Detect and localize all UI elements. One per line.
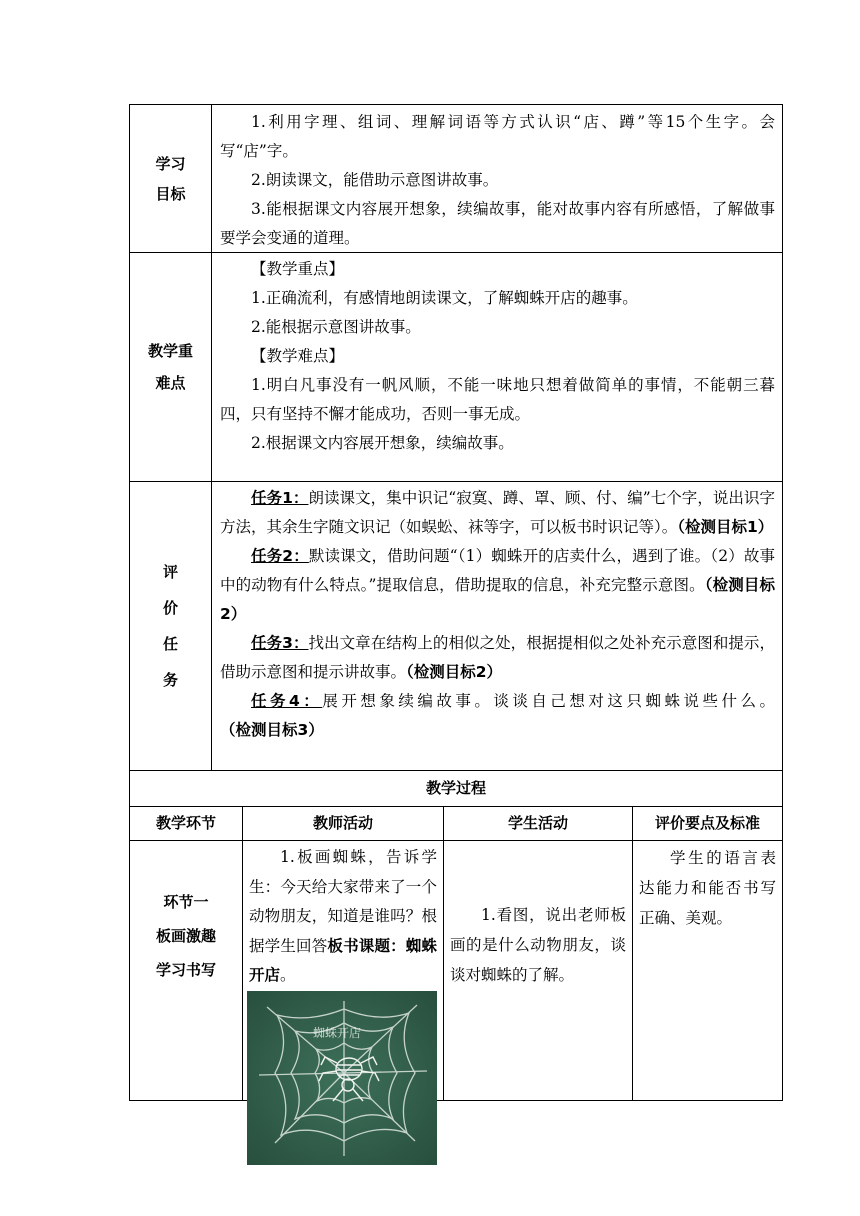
tasks-content xyxy=(212,484,780,745)
teacher-activity-text xyxy=(249,843,437,991)
keypoints-label xyxy=(130,253,211,481)
stage-line: 学习书写 xyxy=(155,961,216,979)
teacher-bold: 板书课题：蜘蛛开店 xyxy=(249,936,437,984)
teacher-end: 。 xyxy=(280,966,296,984)
task-text: 展开想象续编故事。谈谈自己想对这只蜘蛛说些什么。 xyxy=(322,692,775,710)
tasks-label-char: 任 xyxy=(162,635,178,653)
task-text: 找出文章在结构上的相似之处，根据提相似之处补充示意图和提示，借助示意图和提示讲故事。 xyxy=(220,634,775,681)
goals-content xyxy=(212,108,780,253)
tasks-label-char: 评 xyxy=(162,563,178,581)
table-border-top xyxy=(129,104,783,105)
column-header-evaluation: 评价要点及标准 xyxy=(654,814,760,832)
focus-item: 2.能根据示意图讲故事。 xyxy=(251,318,421,336)
column-header-stage: 教学环节 xyxy=(155,814,216,832)
teacher-activity xyxy=(243,843,443,991)
task-item xyxy=(220,629,775,687)
task-target: （检测目标3） xyxy=(220,721,324,739)
focus-heading: 【教学重点】 xyxy=(251,260,345,278)
teacher-text: 1.板画蜘蛛，告诉学生：今天给大家带来了一个动物朋友，知道是谁吗？根据学生回答 xyxy=(249,848,437,955)
task-name: 任务4： xyxy=(251,692,323,710)
student-activity xyxy=(444,900,632,990)
task-text: 默读课文，借助问题“（1）蜘蛛开的店卖什么，遇到了谁。（2）故事中的动物有什么特点。”提取信息，借助提取的信息，补充完整示意图。 xyxy=(220,547,775,594)
table-border-right xyxy=(782,104,783,1101)
focus-item: 1.正确流利，有感情地朗读课文，了解蜘蛛开店的趣事。 xyxy=(251,289,638,307)
table-border-bottom xyxy=(129,1100,783,1101)
task-target: （检测目标2） xyxy=(406,663,503,681)
chalkboard-spider-drawing xyxy=(247,991,437,1165)
goal-item: 2.朗读课文，能借助示意图讲故事。 xyxy=(251,171,499,189)
goals-label-line: 目标 xyxy=(155,184,186,203)
column-header-teacher: 教师活动 xyxy=(312,814,373,832)
task-target: （检测目标2） xyxy=(220,576,775,623)
keypoints-content xyxy=(212,255,780,458)
task-text: 朗读课文，集中识记“寂寞、蹲、罩、顾、付、编”七个字，说出识字方法，其余生字随文识记（如蜈蚣、袜等字，可以板书时识记等）。 xyxy=(220,489,775,536)
spider-web-icon xyxy=(247,991,437,1165)
goals-label xyxy=(130,105,211,252)
stage-line: 板画激趣 xyxy=(155,927,216,945)
evaluation-text: 学生的语言表达能力和能否书写正确、美观。 xyxy=(639,849,776,927)
difficulty-item: 1.明白凡事没有一帆风顺，不能一味地只想着做简单的事情，不能朝三暮四，只有坚持不懈才能成功，否则一事无成。 xyxy=(220,376,775,423)
goals-label-line: 学习 xyxy=(155,154,186,173)
stage-name xyxy=(130,841,242,1031)
task-item xyxy=(220,687,775,745)
goal-item: 1.利用字理、组词、理解词语等方式认识“店、蹲”等15个生字。会写“店”字。 xyxy=(220,113,775,160)
stage-line: 环节一 xyxy=(163,893,209,911)
student-activity-text: 1.看图，说出老师板画的是什么动物朋友，谈谈对蜘蛛的了解。 xyxy=(450,906,626,984)
row-divider-keypoints xyxy=(129,481,783,482)
task-target: （检测目标1） xyxy=(677,518,774,536)
board-caption: 蜘蛛开店 xyxy=(313,1026,362,1040)
goal-item: 3.能根据课文内容展开想象，续编故事，能对故事内容有所感悟，了解做事要学会变通的道理。 xyxy=(220,200,775,247)
tasks-label xyxy=(130,482,211,770)
difficulty-item: 2.根据课文内容展开想象，续编故事。 xyxy=(251,434,514,452)
task-item xyxy=(220,542,775,629)
task-item xyxy=(220,484,775,542)
tasks-label-char: 价 xyxy=(162,599,178,617)
evaluation-criteria xyxy=(633,843,782,933)
task-name: 任务1： xyxy=(251,489,309,507)
tasks-label-char: 务 xyxy=(162,671,178,689)
difficulty-heading: 【教学难点】 xyxy=(251,347,345,365)
task-name: 任务2： xyxy=(251,547,309,565)
keypoints-label-line: 教学重 xyxy=(147,342,193,360)
keypoints-label-line: 难点 xyxy=(155,374,186,392)
process-title: 教学过程 xyxy=(425,779,486,797)
task-name: 任务3： xyxy=(251,634,309,652)
column-header-student: 学生活动 xyxy=(507,814,568,832)
